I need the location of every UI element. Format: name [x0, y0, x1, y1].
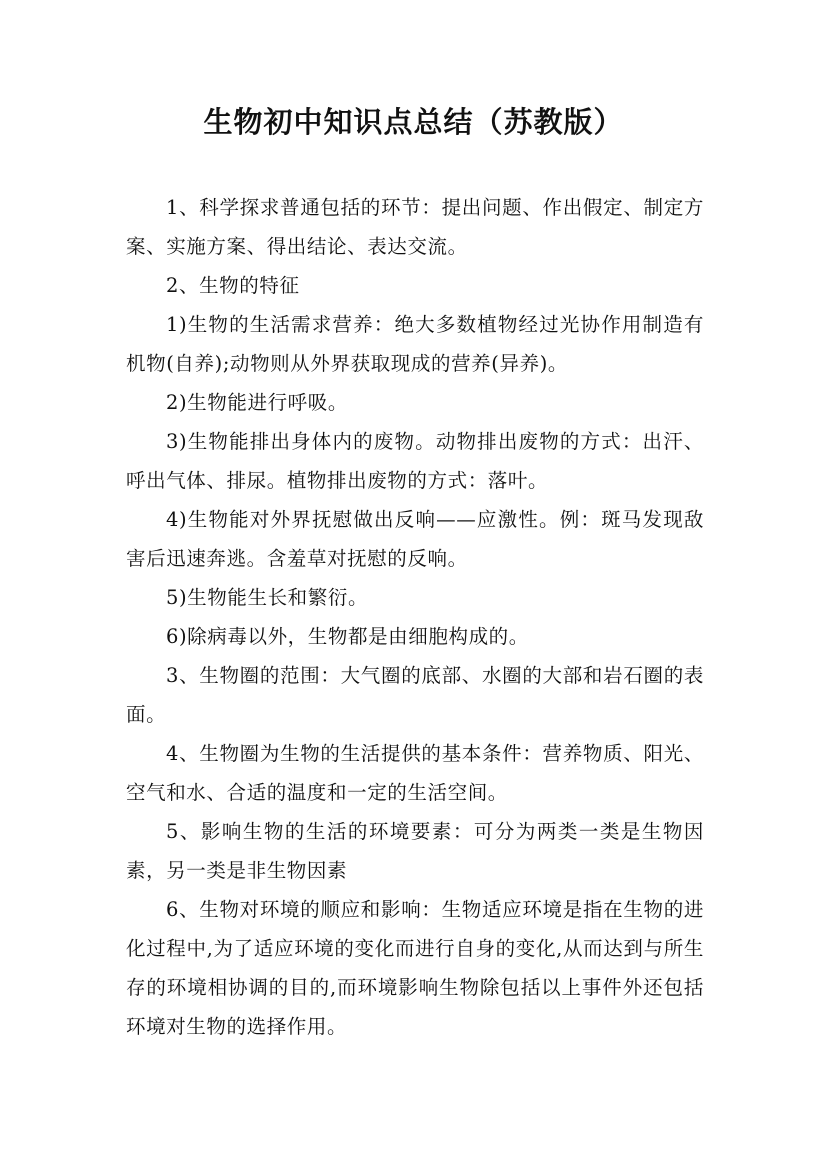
document-title: 生物初中知识点总结（苏教版） — [203, 105, 624, 139]
paragraph-10: 4、生物圈为生物的生活提供的基本条件：营养物质、阳光、空气和水、合适的温度和一定的生活空间。 — [126, 742, 704, 804]
paragraph-12: 6、生物对环境的顺应和影响：生物适应环境是指在生物的进化过程中,为了适应环境的变化而进行自身的变化,从而达到与所生存的环境相协调的目的,而环境影响生物除包括以上事件外还包括环境对生物的选择作用。 — [126, 898, 704, 1038]
paragraph-5: 3)生物能排出身体内的废物。动物排出废物的方式：出汗、呼出气体、排尿。植物排出废物的方式：落叶。 — [126, 430, 704, 492]
paragraph-6: 4)生物能对外界抚慰做出反响——应激性。例：斑马发现敌害后迅速奔逃。含羞草对抚慰的反响。 — [126, 508, 704, 570]
paragraph-8: 6)除病毒以外，生物都是由细胞构成的。 — [165, 625, 529, 648]
paragraph-7: 5)生物能生长和繁衍。 — [165, 586, 369, 609]
paragraph-4: 2)生物能进行呼吸。 — [165, 391, 348, 414]
document-body — [126, 188, 704, 1046]
paragraph-2: 2、生物的特征 — [165, 274, 300, 297]
paragraph-9: 3、生物圈的范围：大气圈的底部、水圈的大部和岩石圈的表面。 — [126, 664, 704, 726]
paragraph-3: 1)生物的生活需求营养：绝大多数植物经过光协作用制造有机物(自养);动物则从外界获取现成的营养(异养)。 — [126, 313, 704, 375]
paragraph-1: 1、科学探求普通包括的环节：提出问题、作出假定、制定方案、实施方案、得出结论、表达交流。 — [126, 196, 704, 258]
paragraph-11: 5、影响生物的生活的环境要素：可分为两类一类是生物因素，另一类是非生物因素 — [126, 820, 704, 882]
